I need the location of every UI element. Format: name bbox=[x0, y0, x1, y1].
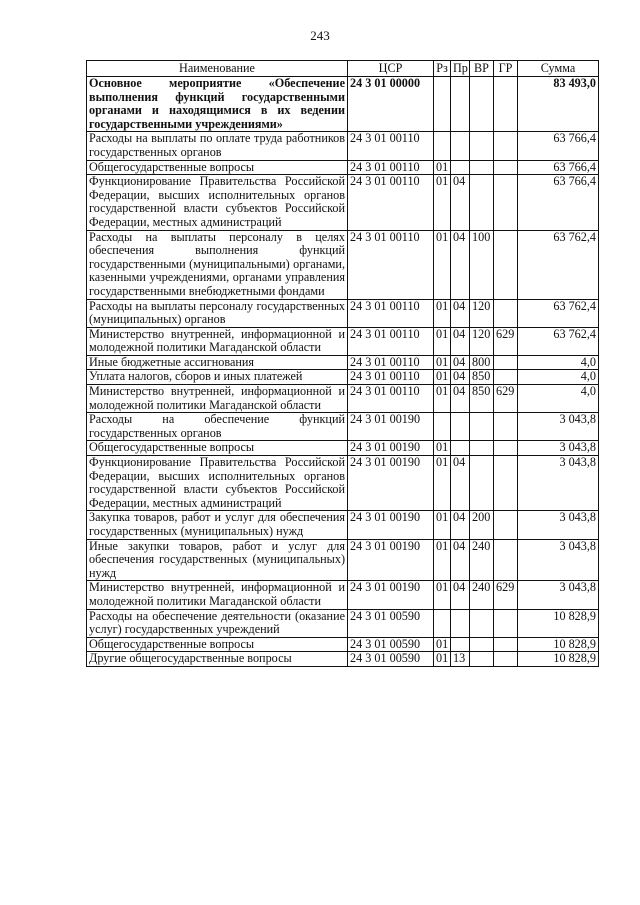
cell-gr bbox=[494, 355, 518, 370]
cell-csr: 24 3 01 00000 bbox=[348, 77, 434, 132]
cell-pr: 04 bbox=[451, 299, 470, 327]
cell-sum: 3 043,8 bbox=[518, 456, 599, 511]
cell-name: Министерство внутренней, информационной и молодежной политики Магаданской области bbox=[87, 581, 348, 609]
cell-pr: 04 bbox=[451, 385, 470, 413]
cell-gr bbox=[494, 652, 518, 667]
cell-pr bbox=[451, 132, 470, 160]
table-header-row bbox=[87, 61, 599, 77]
table-row bbox=[87, 230, 599, 299]
cell-rz: 01 bbox=[434, 327, 451, 355]
cell-sum: 3 043,8 bbox=[518, 441, 599, 456]
cell-name: Иные бюджетные ассигнования bbox=[87, 355, 348, 370]
cell-name: Расходы на выплаты по оплате труда работников государственных органов bbox=[87, 132, 348, 160]
cell-vr bbox=[470, 77, 494, 132]
cell-csr: 24 3 01 00110 bbox=[348, 299, 434, 327]
cell-vr: 200 bbox=[470, 511, 494, 539]
cell-rz bbox=[434, 609, 451, 637]
cell-pr: 04 bbox=[451, 456, 470, 511]
cell-csr: 24 3 01 00190 bbox=[348, 539, 434, 581]
cell-vr bbox=[470, 413, 494, 441]
cell-gr: 629 bbox=[494, 581, 518, 609]
cell-pr: 13 bbox=[451, 652, 470, 667]
cell-sum: 63 766,4 bbox=[518, 175, 599, 230]
cell-csr: 24 3 01 00190 bbox=[348, 456, 434, 511]
table-row bbox=[87, 539, 599, 581]
cell-rz bbox=[434, 77, 451, 132]
cell-gr bbox=[494, 539, 518, 581]
cell-csr: 24 3 01 00590 bbox=[348, 652, 434, 667]
cell-rz: 01 bbox=[434, 230, 451, 299]
cell-sum: 63 762,4 bbox=[518, 230, 599, 299]
table-row bbox=[87, 609, 599, 637]
cell-rz: 01 bbox=[434, 175, 451, 230]
table-row bbox=[87, 385, 599, 413]
cell-name: Функционирование Правительства Российской Федерации, высших исполнительных органов государственной власти субъектов Российской Федерации, местных администраций bbox=[87, 175, 348, 230]
cell-sum: 10 828,9 bbox=[518, 609, 599, 637]
cell-gr bbox=[494, 637, 518, 652]
cell-rz: 01 bbox=[434, 652, 451, 667]
cell-sum: 4,0 bbox=[518, 355, 599, 370]
cell-vr bbox=[470, 160, 494, 175]
cell-vr bbox=[470, 637, 494, 652]
cell-sum: 3 043,8 bbox=[518, 581, 599, 609]
header-name: Наименование bbox=[87, 61, 348, 77]
cell-pr: 04 bbox=[451, 370, 470, 385]
cell-gr: 629 bbox=[494, 385, 518, 413]
cell-sum: 10 828,9 bbox=[518, 637, 599, 652]
cell-name: Расходы на обеспечение деятельности (оказание услуг) государственных учреждений bbox=[87, 609, 348, 637]
cell-vr bbox=[470, 441, 494, 456]
cell-csr: 24 3 01 00190 bbox=[348, 581, 434, 609]
cell-rz: 01 bbox=[434, 637, 451, 652]
cell-pr: 04 bbox=[451, 511, 470, 539]
cell-csr: 24 3 01 00110 bbox=[348, 355, 434, 370]
cell-name: Расходы на обеспечение функций государственных органов bbox=[87, 413, 348, 441]
cell-sum: 83 493,0 bbox=[518, 77, 599, 132]
cell-pr bbox=[451, 160, 470, 175]
cell-rz: 01 bbox=[434, 511, 451, 539]
cell-name: Уплата налогов, сборов и иных платежей bbox=[87, 370, 348, 385]
cell-sum: 63 762,4 bbox=[518, 299, 599, 327]
cell-name: Министерство внутренней, информационной и молодежной политики Магаданской области bbox=[87, 327, 348, 355]
cell-csr: 24 3 01 00110 bbox=[348, 160, 434, 175]
cell-rz: 01 bbox=[434, 299, 451, 327]
table-row bbox=[87, 77, 599, 132]
cell-pr: 04 bbox=[451, 581, 470, 609]
cell-name: Закупка товаров, работ и услуг для обеспечения государственных (муниципальных) нужд bbox=[87, 511, 348, 539]
cell-gr bbox=[494, 299, 518, 327]
cell-pr bbox=[451, 441, 470, 456]
table-row bbox=[87, 441, 599, 456]
cell-gr bbox=[494, 413, 518, 441]
table-body bbox=[87, 77, 599, 667]
cell-rz: 01 bbox=[434, 581, 451, 609]
cell-name: Другие общегосударственные вопросы bbox=[87, 652, 348, 667]
cell-csr: 24 3 01 00590 bbox=[348, 609, 434, 637]
table-row bbox=[87, 299, 599, 327]
cell-gr: 629 bbox=[494, 327, 518, 355]
cell-rz: 01 bbox=[434, 539, 451, 581]
cell-rz: 01 bbox=[434, 385, 451, 413]
cell-rz bbox=[434, 413, 451, 441]
cell-pr bbox=[451, 609, 470, 637]
budget-table bbox=[86, 60, 599, 667]
cell-pr bbox=[451, 413, 470, 441]
cell-name: Функционирование Правительства Российской Федерации, высших исполнительных органов государственной власти субъектов Российской Федерации, местных администраций bbox=[87, 456, 348, 511]
cell-csr: 24 3 01 00190 bbox=[348, 511, 434, 539]
table-row bbox=[87, 175, 599, 230]
header-pr: Пр bbox=[451, 61, 470, 77]
cell-pr: 04 bbox=[451, 175, 470, 230]
cell-vr bbox=[470, 132, 494, 160]
table-row bbox=[87, 370, 599, 385]
cell-csr: 24 3 01 00190 bbox=[348, 441, 434, 456]
cell-csr: 24 3 01 00190 bbox=[348, 413, 434, 441]
cell-vr bbox=[470, 609, 494, 637]
cell-gr bbox=[494, 441, 518, 456]
table-row bbox=[87, 132, 599, 160]
header-sum: Сумма bbox=[518, 61, 599, 77]
cell-gr bbox=[494, 175, 518, 230]
cell-pr: 04 bbox=[451, 230, 470, 299]
header-gr: ГР bbox=[494, 61, 518, 77]
header-vr: ВР bbox=[470, 61, 494, 77]
table-row bbox=[87, 581, 599, 609]
cell-sum: 3 043,8 bbox=[518, 539, 599, 581]
cell-vr: 800 bbox=[470, 355, 494, 370]
cell-vr: 850 bbox=[470, 370, 494, 385]
cell-csr: 24 3 01 00110 bbox=[348, 327, 434, 355]
cell-vr: 240 bbox=[470, 539, 494, 581]
cell-sum: 4,0 bbox=[518, 370, 599, 385]
cell-csr: 24 3 01 00110 bbox=[348, 385, 434, 413]
cell-pr: 04 bbox=[451, 355, 470, 370]
table-row bbox=[87, 160, 599, 175]
table-row bbox=[87, 327, 599, 355]
table-row bbox=[87, 637, 599, 652]
cell-rz: 01 bbox=[434, 441, 451, 456]
cell-vr: 240 bbox=[470, 581, 494, 609]
cell-csr: 24 3 01 00590 bbox=[348, 637, 434, 652]
cell-vr: 100 bbox=[470, 230, 494, 299]
cell-gr bbox=[494, 456, 518, 511]
table-row bbox=[87, 413, 599, 441]
cell-gr bbox=[494, 511, 518, 539]
cell-pr: 04 bbox=[451, 327, 470, 355]
cell-rz: 01 bbox=[434, 370, 451, 385]
cell-name: Расходы на выплаты персоналу государственных (муниципальных) органов bbox=[87, 299, 348, 327]
cell-rz bbox=[434, 132, 451, 160]
cell-rz: 01 bbox=[434, 355, 451, 370]
table-row bbox=[87, 511, 599, 539]
cell-pr bbox=[451, 637, 470, 652]
cell-sum: 63 766,4 bbox=[518, 160, 599, 175]
cell-name: Общегосударственные вопросы bbox=[87, 441, 348, 456]
cell-csr: 24 3 01 00110 bbox=[348, 175, 434, 230]
cell-vr: 120 bbox=[470, 299, 494, 327]
cell-sum: 4,0 bbox=[518, 385, 599, 413]
table-row bbox=[87, 456, 599, 511]
cell-name: Расходы на выплаты персоналу в целях обеспечения выполнения функций государственными (муниципальными) органами, казенными учреждениями, органами управления государственными внебюджетными фондами bbox=[87, 230, 348, 299]
cell-name: Министерство внутренней, информационной и молодежной политики Магаданской области bbox=[87, 385, 348, 413]
cell-gr bbox=[494, 609, 518, 637]
cell-pr: 04 bbox=[451, 539, 470, 581]
header-csr: ЦСР bbox=[348, 61, 434, 77]
cell-name: Общегосударственные вопросы bbox=[87, 637, 348, 652]
cell-csr: 24 3 01 00110 bbox=[348, 132, 434, 160]
cell-gr bbox=[494, 160, 518, 175]
header-rz: Рз bbox=[434, 61, 451, 77]
cell-vr bbox=[470, 456, 494, 511]
cell-vr bbox=[470, 175, 494, 230]
cell-csr: 24 3 01 00110 bbox=[348, 230, 434, 299]
page-number: 243 bbox=[310, 28, 330, 43]
cell-sum: 3 043,8 bbox=[518, 511, 599, 539]
cell-vr bbox=[470, 652, 494, 667]
cell-gr bbox=[494, 132, 518, 160]
cell-name: Основное мероприятие «Обеспечение выполнения функций государственными органами и находящимися в их ведении государственными учреждениями» bbox=[87, 77, 348, 132]
cell-gr bbox=[494, 370, 518, 385]
cell-rz: 01 bbox=[434, 160, 451, 175]
cell-sum: 10 828,9 bbox=[518, 652, 599, 667]
cell-sum: 3 043,8 bbox=[518, 413, 599, 441]
cell-gr bbox=[494, 230, 518, 299]
cell-vr: 120 bbox=[470, 327, 494, 355]
table-row bbox=[87, 652, 599, 667]
cell-sum: 63 766,4 bbox=[518, 132, 599, 160]
cell-sum: 63 762,4 bbox=[518, 327, 599, 355]
cell-pr bbox=[451, 77, 470, 132]
table-row bbox=[87, 355, 599, 370]
cell-csr: 24 3 01 00110 bbox=[348, 370, 434, 385]
cell-gr bbox=[494, 77, 518, 132]
cell-name: Иные закупки товаров, работ и услуг для обеспечения государственных (муниципальных) нужд bbox=[87, 539, 348, 581]
cell-name: Общегосударственные вопросы bbox=[87, 160, 348, 175]
cell-rz: 01 bbox=[434, 456, 451, 511]
cell-vr: 850 bbox=[470, 385, 494, 413]
